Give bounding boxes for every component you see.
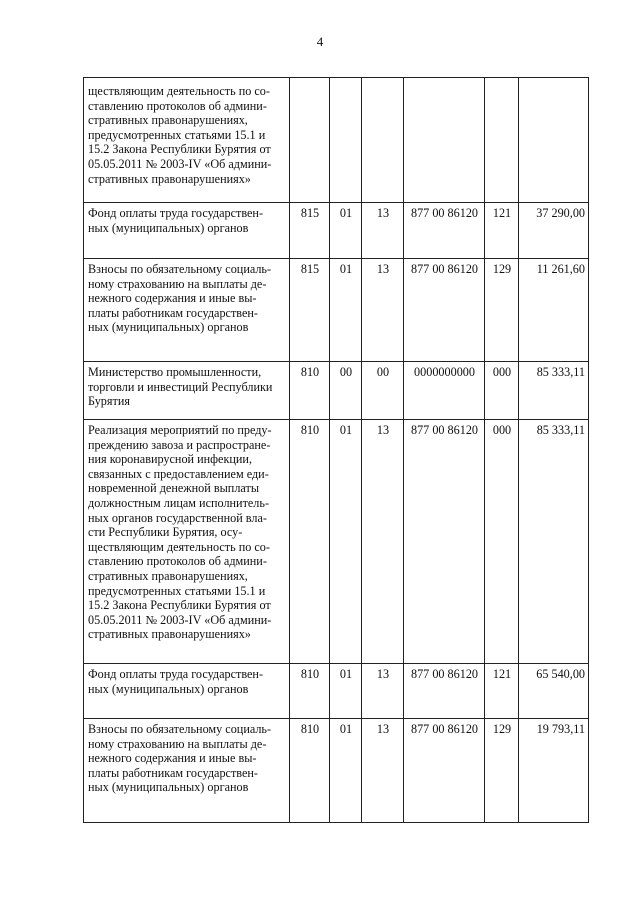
section-code-cell: 01 <box>330 203 362 259</box>
expense-type-cell: 121 <box>485 664 519 719</box>
ministry-code-cell: 810 <box>290 664 330 719</box>
row-description: ществляющим деятельность по со- ставлению протоколов об админи- стративных правонарушениях, предусмотренных статьями 15.1 и 15.2 Закона Республики Бурятия от 05.05.2011 № 2003-IV «Об админи- стративных правонарушениях» <box>84 78 290 203</box>
row-description: Министерство промышленности, торговли и инвестиций Республики Бурятия <box>84 362 290 420</box>
row-description: Реализация мероприятий по преду- преждению завоза и распростране- ния коронавирусной инфекции, связанных с предоставлением еди- новременной денежной выплаты должностным лицам исполнитель- ных органов государственной вла- сти Республики Бурятия, осу- ществляющим деятельность по со- ставлению протоколов об админи- стративных правонарушениях, предусмотренных статьями 15.1 и 15.2 Закона Республики Бурятия от 05.05.2011 № 2003-IV «Об админи- стративных правонарушениях» <box>84 420 290 664</box>
target-article-cell: 877 00 86120 <box>404 259 485 362</box>
ministry-code-cell: 810 <box>290 362 330 420</box>
subsection-code-cell: 00 <box>362 362 404 420</box>
expense-type-cell <box>485 78 519 203</box>
ministry-code-cell: 815 <box>290 203 330 259</box>
ministry-code-cell: 810 <box>290 719 330 823</box>
table-row <box>84 203 589 259</box>
target-article-cell: 877 00 86120 <box>404 664 485 719</box>
ministry-code-cell: 810 <box>290 420 330 664</box>
target-article-cell: 877 00 86120 <box>404 203 485 259</box>
table-row <box>84 259 589 362</box>
section-code-cell: 01 <box>330 420 362 664</box>
target-article-cell: 877 00 86120 <box>404 719 485 823</box>
subsection-code-cell: 13 <box>362 203 404 259</box>
expense-type-cell: 129 <box>485 259 519 362</box>
amount-cell: 11 261,60 <box>519 259 589 362</box>
table-row <box>84 719 589 823</box>
ministry-code-cell: 815 <box>290 259 330 362</box>
budget-table <box>83 77 589 823</box>
expense-type-cell: 000 <box>485 362 519 420</box>
expense-type-cell: 121 <box>485 203 519 259</box>
expense-type-cell: 000 <box>485 420 519 664</box>
table-row <box>84 362 589 420</box>
section-code-cell: 00 <box>330 362 362 420</box>
row-description: Взносы по обязательному социаль- ному страхованию на выплаты де- нежного содержания и иные вы- платы работникам государствен- ных (муниципальных) органов <box>84 719 290 823</box>
target-article-cell: 877 00 86120 <box>404 420 485 664</box>
amount-cell: 37 290,00 <box>519 203 589 259</box>
section-code-cell: 01 <box>330 719 362 823</box>
table-row <box>84 78 589 203</box>
amount-cell: 65 540,00 <box>519 664 589 719</box>
section-code-cell: 01 <box>330 259 362 362</box>
row-description: Фонд оплаты труда государствен- ных (муниципальных) органов <box>84 664 290 719</box>
table-row <box>84 420 589 664</box>
row-description: Взносы по обязательному социаль- ному страхованию на выплаты де- нежного содержания и иные вы- платы работникам государствен- ных (муниципальных) органов <box>84 259 290 362</box>
subsection-code-cell <box>362 78 404 203</box>
section-code-cell: 01 <box>330 664 362 719</box>
section-code-cell <box>330 78 362 203</box>
page-number: 4 <box>316 34 324 49</box>
amount-cell: 85 333,11 <box>519 420 589 664</box>
table-row <box>84 664 589 719</box>
amount-cell: 85 333,11 <box>519 362 589 420</box>
amount-cell: 19 793,11 <box>519 719 589 823</box>
amount-cell <box>519 78 589 203</box>
row-description: Фонд оплаты труда государствен- ных (муниципальных) органов <box>84 203 290 259</box>
subsection-code-cell: 13 <box>362 259 404 362</box>
target-article-cell: 0000000000 <box>404 362 485 420</box>
subsection-code-cell: 13 <box>362 719 404 823</box>
subsection-code-cell: 13 <box>362 420 404 664</box>
expense-type-cell: 129 <box>485 719 519 823</box>
target-article-cell <box>404 78 485 203</box>
ministry-code-cell <box>290 78 330 203</box>
subsection-code-cell: 13 <box>362 664 404 719</box>
